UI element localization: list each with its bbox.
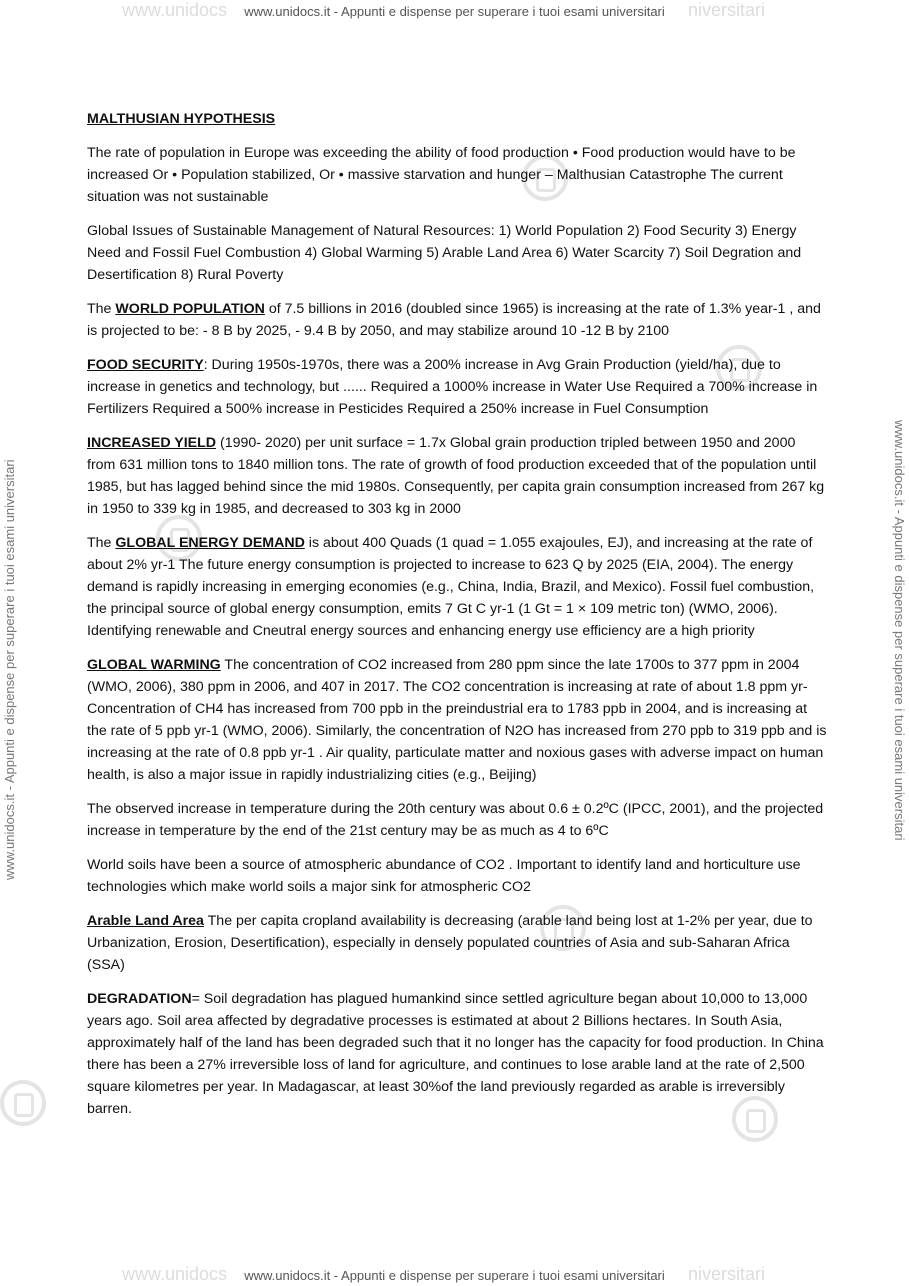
paragraph-text: The concentration of CO2 increased from 280 ppm since the late 1700s to 377 ppm in 2004 (WMO, 2006), 380 ppm in 2006, and 407 in 2017. The CO2 concentration is increasing at rate of about 1.8 ppm yr- Concentration of CH4 has increased from 700 ppb in the preindustrial era to 1783 ppb in 2004, and is increasing at the rate of 5 ppb yr-1 (WMO, 2006). Similarly, the concentration of N2O has increased from 270 ppb to 319 ppb and is increasing at the rate of 0.8 ppb yr-1 . Air quality, particulate matter and noxious gases with adverse impact on human health, is also a major issue in rapidly industrializing cities (e.g., Beijing): [87, 657, 827, 783]
paragraph-text: : During 1950s-1970s, there was a 200% increase in Avg Grain Production (yield/ha), due to increase in genetics and technology, but ...... Required a 1000% increase in Water Use Required a 700% increase in Fertilizers Required a 500% increase in Pesticides Required a 250% increase in Fuel Consumption: [87, 357, 818, 417]
paragraph: [87, 798, 827, 842]
paragraph-text: is about 400 Quads (1 quad = 1.055 exajoules, EJ), and increasing at the rate of about 2% yr-1 The future energy consumption is projected to increase to 623 Q by 2025 (EIA, 2004). The energy demand is rapidly increasing in emerging economies (e.g., China, India, Brazil, and Mexico). Fossil fuel combustion, the principal source of global energy consumption, emits 7 Gt C yr-1 (1 Gt = 1 × 109 metric ton) (WMO, 2006). Identifying renewable and Cneutral energy sources and enhancing energy use efficiency are a high priority: [87, 535, 815, 639]
watermark-bottom: [0, 1264, 909, 1284]
paragraph: [87, 220, 827, 286]
watermark-top: [0, 0, 909, 20]
paragraph-keyword: FOOD SECURITY: [87, 357, 204, 373]
watermark-side-right: [887, 420, 907, 880]
paragraph: [87, 654, 827, 786]
paragraph-text: World soils have been a source of atmospheric abundance of CO2 . Important to identify land and horticulture use technologies which make world soils a major sink for atmospheric CO2: [87, 857, 801, 895]
paragraph-keyword: GLOBAL WARMING: [87, 657, 221, 673]
watermark-side-left: [2, 420, 22, 880]
watermark-ghost-left-bottom: www.unidocs: [122, 1264, 228, 1284]
paragraph-prefix: The: [87, 535, 116, 551]
paragraph-text: The per capita cropland availability is decreasing (arable land being lost at 1-2% per year, due to Urbanization, Erosion, Desertification), especially in densely populated countries of Asia and sub-Saharan Africa (SSA): [87, 913, 813, 973]
paragraph-text: of 7.5 billions in 2016 (doubled since 1965) is increasing at the rate of 1.3% year-1 , and is projected to be: - 8 B by 2025, - 9.4 B by 2050, and may stabilize around 10 -12 B by 2100: [87, 301, 821, 339]
paragraph-text: (1990- 2020) per unit surface = 1.7x Global grain production tripled between 1950 and 2000 from 631 million tons to 1840 million tons. The rate of growth of food production exceeded that of the population until 1985, but has lagged behind since the mid 1980s. Consequently, per capita grain consumption increased from 267 kg in 1950 to 339 kg in 1985, and decreased to 303 kg in 2000: [87, 435, 825, 517]
paragraph-keyword: INCREASED YIELD: [87, 435, 217, 451]
watermark-top-text: www.unidocs.it - Appunti e dispense per superare i tuoi esami universitari: [244, 4, 665, 19]
paragraph: [87, 432, 827, 520]
paragraph-keyword: WORLD POPULATION: [115, 301, 265, 317]
document-body: [87, 108, 827, 1132]
watermark-ghost-right-bottom: niversitari: [688, 1264, 766, 1284]
watermark-bottom-text: www.unidocs.it - Appunti e dispense per superare i tuoi esami universitari: [244, 1268, 665, 1283]
paragraph-keyword-bold: DEGRADATION: [87, 991, 192, 1007]
paragraph: [87, 910, 827, 976]
paragraph: [87, 142, 827, 208]
paragraph: [87, 298, 827, 342]
paragraph-text: The observed increase in temperature during the 20th century was about 0.6 ± 0.2ºC (IPCC, 2001), and the projected increase in temperature by the end of the 21st century may be as much as 4 to 6ºC: [87, 801, 824, 839]
paragraph-text: Global Issues of Sustainable Management of Natural Resources: 1) World Population 2) Food Security 3) Energy Need and Fossil Fuel Combustion 4) Global Warming 5) Arable Land Area 6) Water Scarcity 7) Soil Degration and Desertification 8) Rural Poverty: [87, 223, 802, 283]
heading-text: MALTHUSIAN HYPOTHESIS: [87, 111, 276, 127]
watermark-logo-icon: [0, 1080, 46, 1126]
paragraph: [87, 854, 827, 898]
paragraph-keyword: GLOBAL ENERGY DEMAND: [115, 535, 305, 551]
paragraph: [87, 988, 827, 1120]
watermark-side-left-text: www.unidocs.it - Appunti e dispense per superare i tuoi esami universitari: [2, 459, 17, 880]
paragraph-keyword: Arable Land Area: [87, 913, 204, 929]
document-heading: [87, 108, 827, 130]
paragraph-prefix: The: [87, 301, 116, 317]
watermark-ghost-left: www.unidocs: [122, 0, 228, 20]
paragraph-text: = Soil degradation has plagued humankind since settled agriculture began about 10,000 to 13,000 years ago. Soil area affected by degradative processes is estimated at about 2 Billions hectares. In South Asia, approximately half of the land has been degraded such that it no longer has the capacity for food production. In China there has been a 27% irreversible loss of land for agriculture, and continues to lose arable land at the rate of 2,500 square kilometres per year. In Madagascar, at least 30%of the land previously regarded as arable is irreversibly barren.: [87, 991, 824, 1117]
paragraph: [87, 354, 827, 420]
paragraph: [87, 532, 827, 642]
paragraph-text: The rate of population in Europe was exceeding the ability of food production • Food production would have to be increased Or • Population stabilized, Or • massive starvation and hunger – Malthusian Catastrophe The current situation was not sustainable: [87, 145, 796, 205]
watermark-ghost-right: niversitari: [688, 0, 766, 20]
watermark-side-right-text: www.unidocs.it - Appunti e dispense per superare i tuoi esami universitari: [892, 420, 907, 841]
